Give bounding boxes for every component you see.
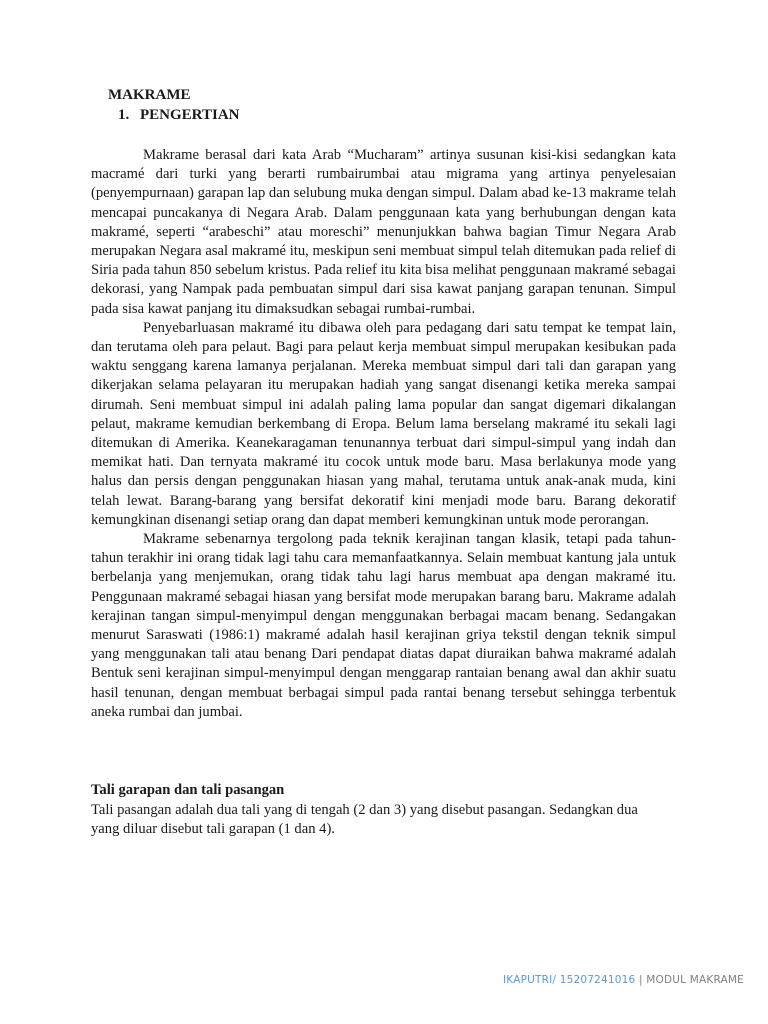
- footer-module: MODUL MAKRAME: [646, 974, 744, 986]
- body-text: [91, 146, 676, 722]
- paragraph: Makrame berasal dari kata Arab “Mucharam” artinya susunan kisi-kisi sedangkan kata macramé dari turki yang berarti rumbairumbai atau migrama yang artinya penyelesaian (penyempurnaan) garapan lap dan selubung muka dengan simpul. Dalam abad ke-13 makrame telah mencapai puncakanya di Negara Arab. Dalam penggunaan kata yang berhubungan dengan kata makramé, seperti “arabeschi” atau moreschi” menunjukkan bahwa bagian Timur Negara Arab merupakan Negara asal makramé itu, meskipun seni membuat simpul telah ditemukan pada relief di Siria pada tahun 850 sebelum kristus. Pada relief itu kita bisa melihat penggunaan makramé sebagai dekorasi, yang Nampak pada pembuatan simpul dari sisa kawat panjang garapan tenunan. Simpul pada sisa kawat panjang itu dimaksudkan sebagai rumbai-rumbai.: [91, 147, 676, 317]
- subheading-text: Tali pasangan adalah dua tali yang di tengah (2 dan 3) yang disebut pasangan. Sedangkan dua yang diluar disebut tali garapan (1 dan 4).: [91, 802, 638, 838]
- page-footer: [503, 974, 744, 986]
- paragraph: Penyebarluasan makramé itu dibawa oleh para pedagang dari satu tempat ke tempat lain, dan terutama oleh para pelaut. Bagi para pelaut kerja membuat simpul merupakan kesibukan pada waktu senggang karena lamanya perjalanan. Mereka membuat simpul dari tali dan garapan yang dikerjakan selama pelayaran itu merupakan hadiah yang sangat disenangi ketika mereka sampai dirumah. Seni membuat simpul ini adalah paling lama popular dan sangat digemari dikalangan pelaut, makrame kemudian berkembang di Eropa. Belum lama berselang makramé itu sekali lagi ditemukan di Amerika. Keanekaragaman tenunannya terbuat dari simpul-simpul yang indah dan memikat hati. Dan ternyata makramé itu cocok untuk mode baru. Masa berlakunya mode yang halus dan persis dengan penggunakan hiasan yang mahal, terutama untuk anak-anak muda, kini telah lewat. Barang-barang yang bersifat dekoratif kini menjadi mode baru. Barang dekoratif kemungkinan disenangi setiap orang dan dapat memberi kemungkinan untuk mode perorangan.: [91, 319, 676, 528]
- paragraph: Makrame sebenarnya tergolong pada teknik kerajinan tangan klasik, tetapi pada tahun-tahun terakhir ini orang tidak lagi tahu cara memanfaatkannya. Selain membuat kantung jala untuk berbelanja yang menjemukan, orang tidak tahu lagi harus membuat apa dengan makramé itu. Penggunaan makramé sebagai hiasan yang bersifat mode merupakan barang baru. Makrame adalah kerajinan tangan simpul-menyimpul dengan menggunakan berbagai macam benang. Sedangakan menurut Saraswati (1986:1) makramé adalah hasil kerajinan griya tekstil dengan teknik simpul yang menggunakan tali atau benang Dari pendapat diatas dapat diuraikan bahwa makramé adalah Bentuk seni kerajinan simpul-menyimpul dengan menggarap rantaian benang awal dan akhir suatu hasil tenunan, dengan membuat berbagai simpul pada rantai benang tersebut sehingga terbentuk aneka rumbai dan jumbai.: [91, 531, 676, 720]
- section-title: PENGERTIAN: [140, 107, 240, 123]
- footer-author: IKAPUTRI/ 15207241016: [503, 974, 636, 986]
- footer-separator: |: [638, 974, 643, 986]
- subheading: Tali garapan dan tali pasangan: [91, 782, 285, 798]
- section-heading: [118, 107, 240, 124]
- section-number: 1.: [118, 107, 130, 123]
- document-title: MAKRAME: [108, 87, 191, 103]
